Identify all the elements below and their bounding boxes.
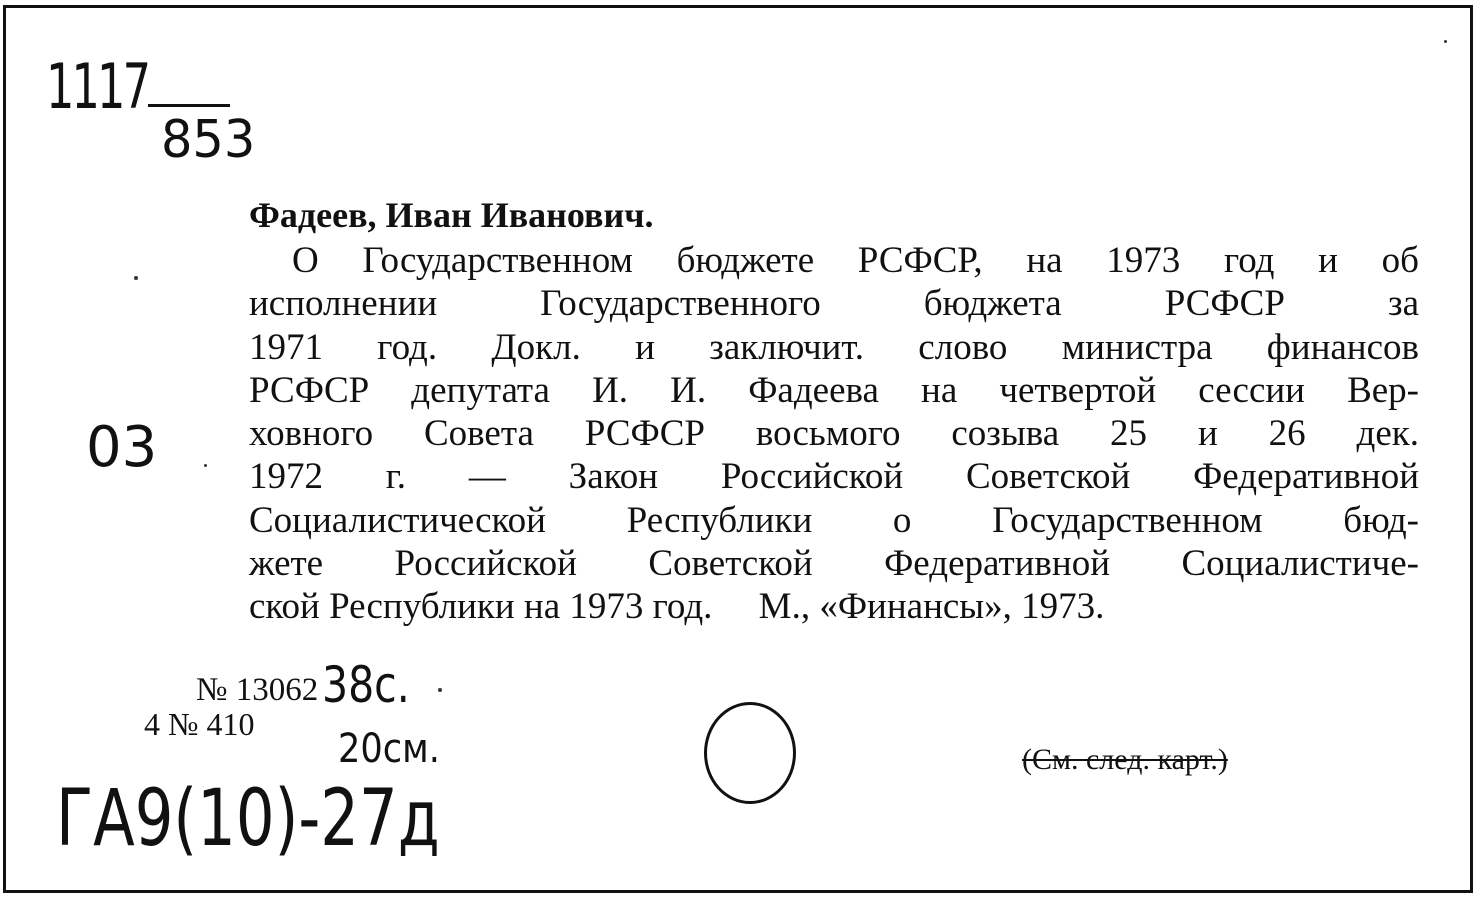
accession-number-secondary: 4 № 410 <box>144 706 255 742</box>
accession-number: № 13062 <box>196 672 319 708</box>
entry-line: ской Республики на 1973 год. М., «Финансы», 1973. <box>249 586 1105 628</box>
entry-line: РСФСР депутата И. И. Фадеева на четвертой сессии Вер- <box>249 369 1419 411</box>
entry-line: 1972 г. — Закон Российской Советской Федеративной <box>249 456 1419 498</box>
page-count-handwritten: 38с. <box>322 656 410 714</box>
shelf-mark-divider <box>148 104 230 107</box>
bibliographic-entry <box>249 194 1419 629</box>
margin-code: 03 <box>86 415 158 480</box>
entry-line: жете Российской Советской Федеративной Социалистиче- <box>249 543 1419 585</box>
speck <box>1444 40 1447 43</box>
catalog-card <box>3 5 1473 893</box>
classification-code: ГА9(10)-27д <box>56 774 440 864</box>
size-handwritten: 20см. <box>338 726 440 772</box>
author-heading: Фадеев, Иван Иванович. <box>249 195 654 235</box>
speck <box>438 688 442 692</box>
shelf-mark-sub: 853 <box>161 110 256 170</box>
shelf-mark-number: 1117 <box>46 50 149 123</box>
entry-line: Социалистической Республики о Государственном бюд- <box>249 499 1419 541</box>
speck <box>134 276 138 280</box>
punch-hole-circle <box>704 702 796 804</box>
entry-line: исполнении Государственного бюджета РСФСР за <box>249 283 1419 325</box>
speck <box>204 464 207 467</box>
continued-note: (См. след. карт.) <box>1022 743 1228 776</box>
entry-line: 1971 год. Докл. и заключит. слово министра финансов <box>249 326 1419 368</box>
entry-line: О Государственном бюджете РСФСР, на 1973 год и об <box>292 240 1419 281</box>
entry-line: ховного Совета РСФСР восьмого созыва 25 и 26 дек. <box>249 413 1419 455</box>
